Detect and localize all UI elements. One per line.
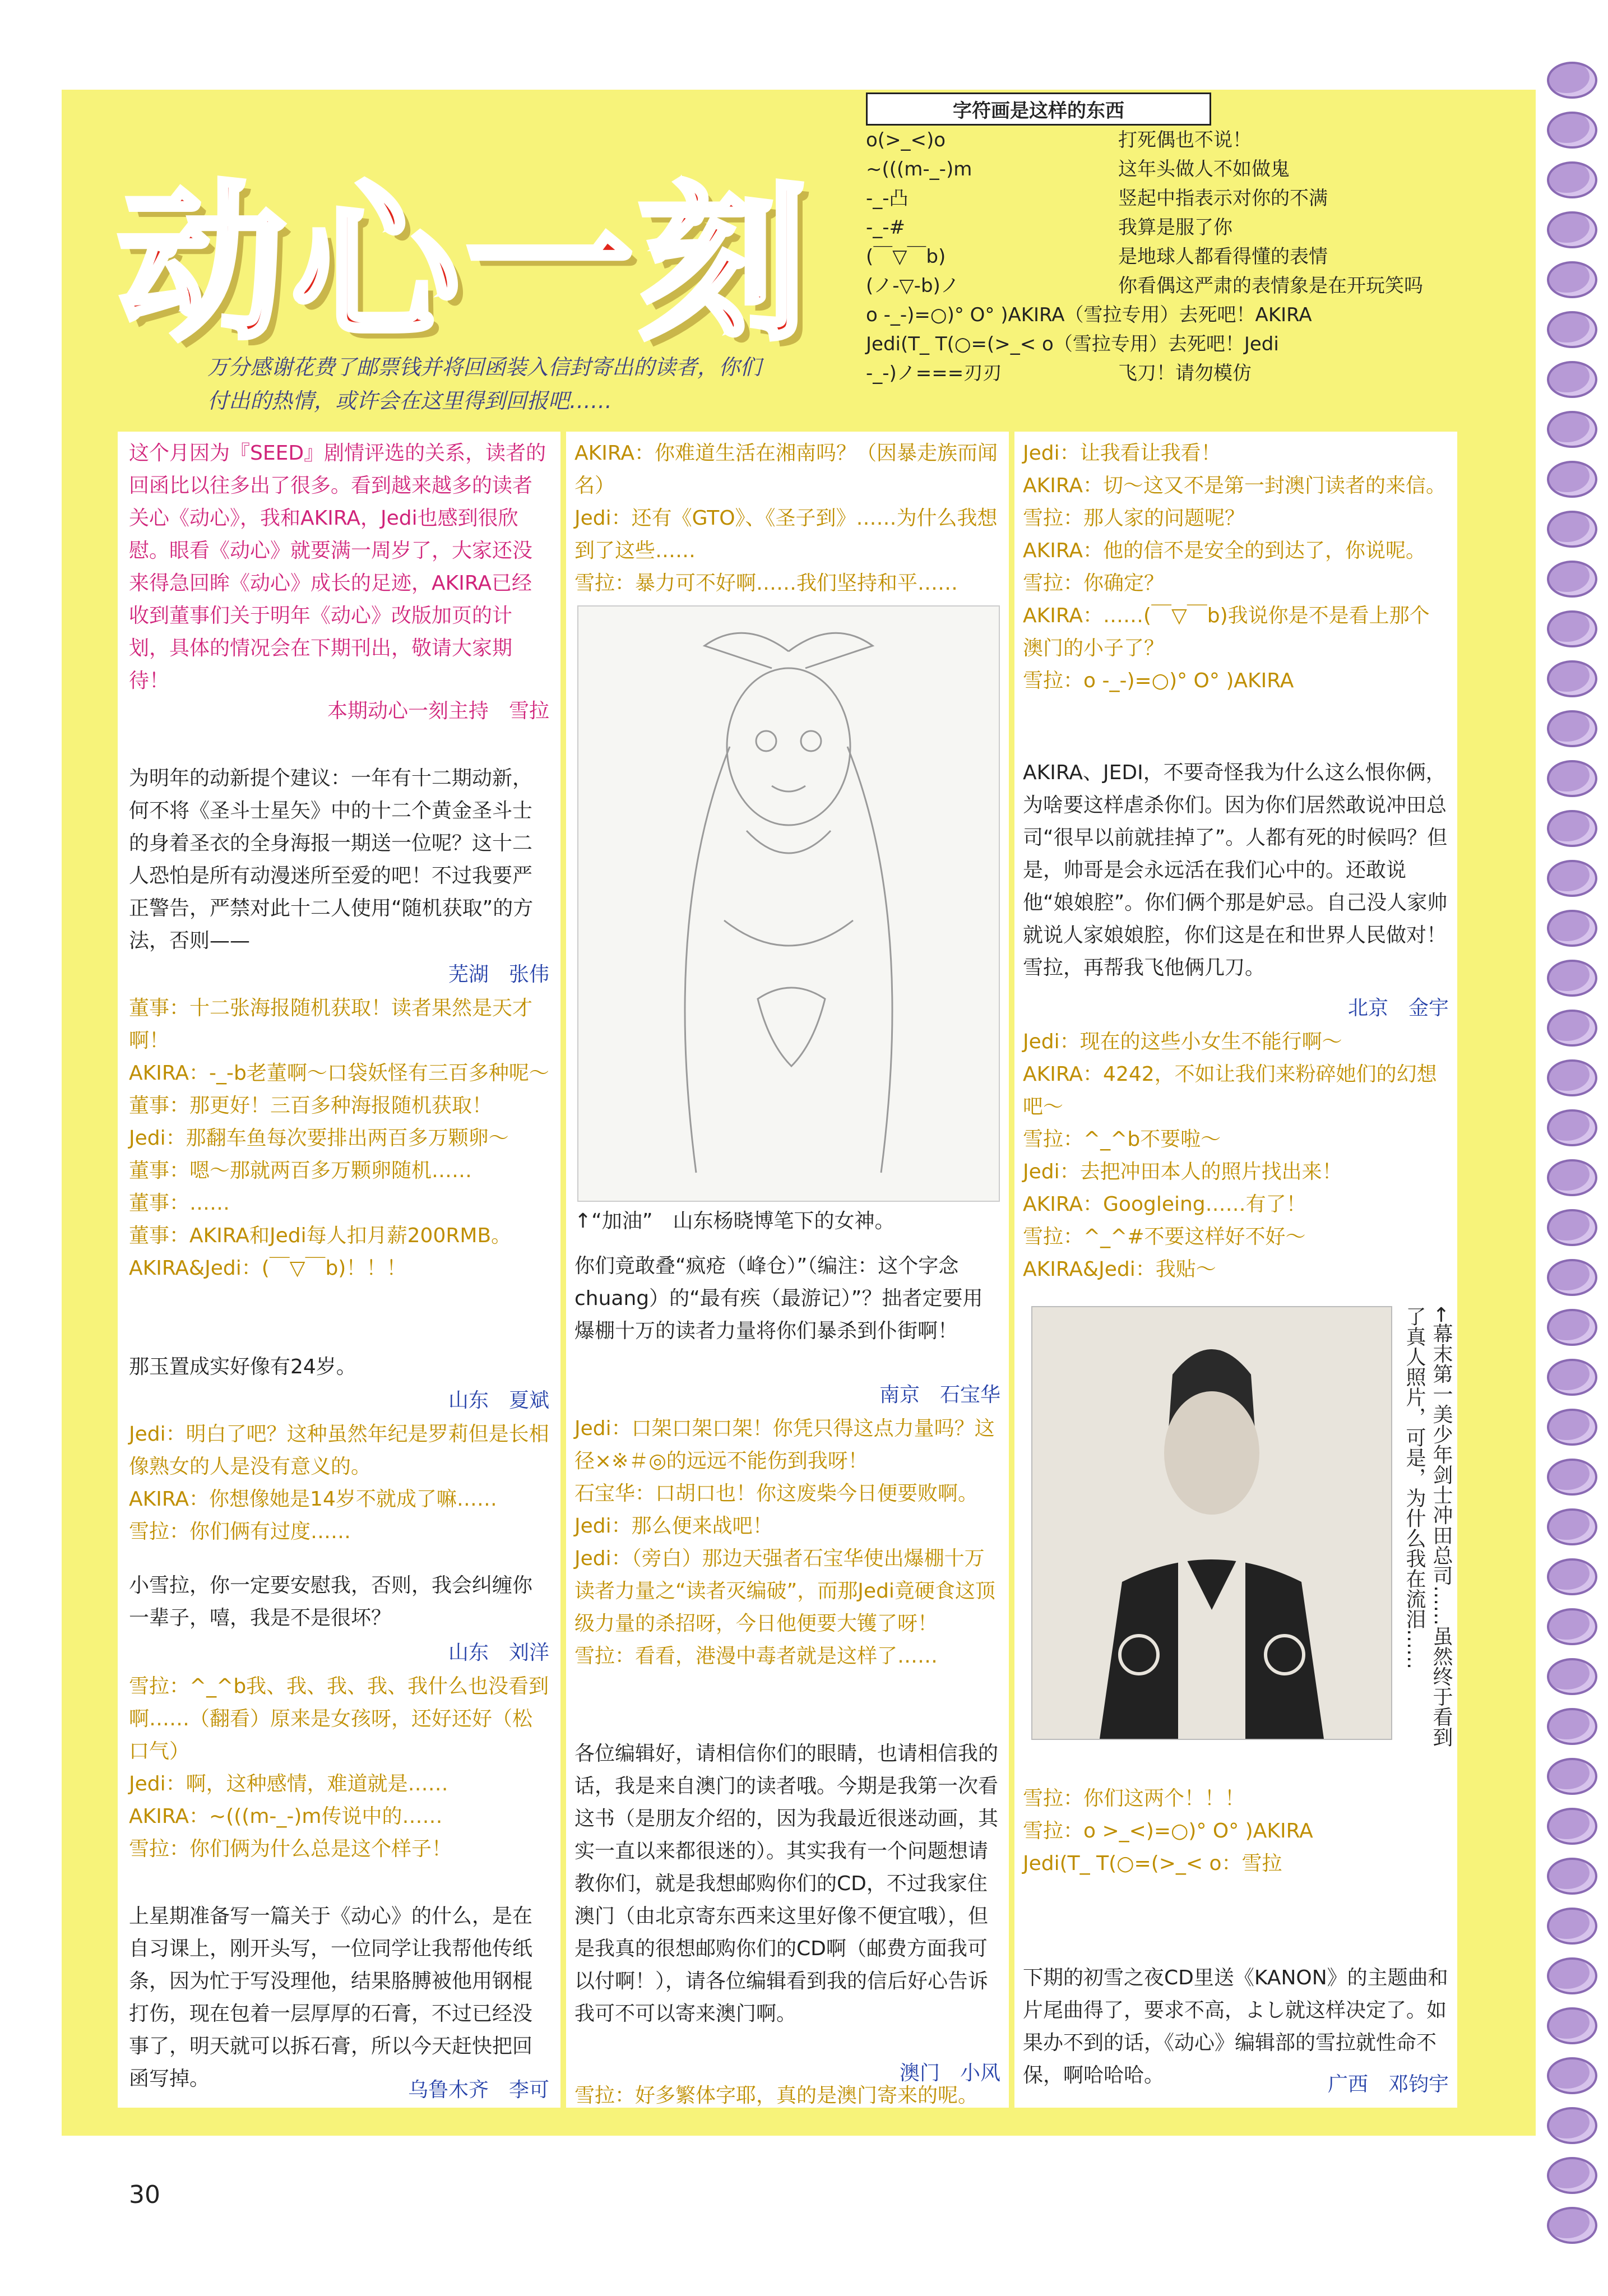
ascii-art-row: [866, 155, 1438, 184]
ascii-art-glyph: o -_-)=○)° O° )AKIRA（雪拉专用）去死吧！AKIRA: [866, 304, 1312, 326]
ascii-art-glyph: ~(((m-_-)m: [866, 158, 972, 180]
binding-ring: [1547, 2157, 1597, 2194]
binding-ring: [1547, 1558, 1597, 1595]
binding-ring: [1547, 1708, 1597, 1745]
binding-ring: [1547, 1908, 1597, 1945]
page-title: 动心一刻: [118, 164, 813, 362]
binding-ring: [1547, 311, 1597, 348]
letter-5: 你们竟敢叠“疯疮（峰仓）”（编注：这个字念chuang）的“最有疾（最游记）”？拙者定要用爆棚十万的读者力量将你们暴杀到仆街啊！: [574, 1255, 983, 1343]
ascii-art-meaning: 飞刀！请勿模仿: [1118, 362, 1252, 385]
binding-ring: [1547, 2057, 1597, 2094]
letter-4: 上星期准备写一篇关于《动心》的什么，是在自习课上，刚开头写，一位同学让我帮他传纸条，因为忙于写没理他，结果胳膊被他用钢棍打伤，现在包着一层厚厚的石膏，不过已经没事了，明天就可以拆石膏，所以今天赶快把回函写掉。: [129, 1905, 533, 2090]
binding-ring: [1547, 2007, 1597, 2044]
binding-ring: [1547, 960, 1597, 997]
letter-8: 下期的初雪之夜CD里送《KANON》的主题曲和片尾曲得了，要求不高，よし就这样决定了。如果办不到的话，《动心》编辑部的雪拉就性命不保，啊哈哈哈。: [1023, 1966, 1448, 2087]
binding-ring: [1547, 211, 1597, 248]
ascii-art-heading: 字符画是这样的东西: [866, 92, 1211, 126]
binding-ring: [1547, 1109, 1597, 1146]
ascii-art-row: [866, 330, 1438, 359]
letter-6-signature: 澳门 小风: [899, 2062, 1000, 2085]
ascii-art-glyph: -_-)ノ===刃刃: [866, 362, 1002, 385]
binding-ring: [1547, 461, 1597, 498]
binding-ring: [1547, 2207, 1597, 2244]
binding-ring: [1547, 161, 1597, 198]
letter-4-signature: 乌鲁木齐 李可: [407, 2079, 549, 2101]
col2-top-reply: AKIRA：你难道生活在湘南吗？（因暴走族而闻名） Jedi：还有《GTO》、《圣子到》……为什么我想到了这些…… 雪拉：暴力可不好啊……我们坚持和平……: [574, 442, 998, 595]
ascii-art-row: [866, 184, 1438, 213]
ascii-art-row: [866, 300, 1438, 330]
binding-ring: [1547, 1658, 1597, 1695]
letter-5-reply: Jedi：口架口架口架！你凭只得这点力量吗？这径×※＃◎的远远不能伤到我呀！ 石宝华：口胡口也！你这废柴今日便要败啊。 Jedi：那么便来战吧！ Jedi：（旁白）那边天强者石宝华使出爆棚十万读者力量之“读者灭编破”，而那Jedi竟硬食这顶级力量的杀招呀，今日他便要大镬了呀！ 雪拉：看看，港漫中毒者就是这样了……: [574, 1417, 995, 1668]
binding-ring: [1547, 1359, 1597, 1396]
binding-ring: [1547, 1010, 1597, 1047]
letter-5-signature: 南京 石宝华: [879, 1383, 1000, 1406]
ascii-art-glyph: (ノ-▽-b)ノ: [866, 275, 960, 297]
ascii-art-meaning: 打死偶也不说！: [1118, 129, 1252, 151]
binding-ring: [1547, 561, 1597, 598]
ascii-art-glyph: Jedi(T_ T(○=(>_< o（雪拉专用）去死吧！Jedi: [866, 333, 1279, 355]
binding-ring: [1547, 1508, 1597, 1545]
binding-ring: [1547, 1459, 1597, 1496]
ascii-art-meaning: 这年头做人不如做鬼: [1118, 158, 1290, 180]
binding-ring: [1547, 810, 1597, 847]
column-1: [118, 432, 560, 2108]
goddess-sketch-image: [577, 605, 1000, 1202]
letter-6: 各位编辑好，请相信你们的眼睛，也请相信我的话，我是来自澳门的读者哦。今期是我第一次看这书（是朋友介绍的，因为我最近很迷动画，其实一直以来都很迷的）。其实我有一个问题想请教你们，就是我想邮购你们的CD，不过我家住澳门（由北京寄东西来这里好像不便宜哦），但是我真的很想邮购你们的CD啊（邮费方面我可以付啊！），请各位编辑看到我的信后好心告诉我可不可以寄来澳门啊。: [574, 1742, 999, 2025]
letter-1-reply: 董事：十二张海报随机获取！读者果然是天才啊！ AKIRA：-_-b老董啊～口袋妖怪有三百多种呢～ 董事：那更好！三百多种海报随机获取！ Jedi：那翻车鱼每次要排出两百多万颗卵～ 董事：嗯～那就两百多万颗卵随机…… 董事：…… 董事：AKIRA和Jedi每人扣月薪200RMB。 AKIRA&Jedi：(￣▽￣b)！！！: [129, 997, 549, 1280]
sketch-caption: ↑“加油” 山东杨晓博笔下的女神。: [574, 1210, 895, 1233]
photo-reply: 雪拉：你们这两个！！！ 雪拉：o >_<)=○)° O° )AKIRA Jedi(T_ T(○=(>_< o：雪拉: [1023, 1787, 1313, 1875]
binding-ring: [1547, 1808, 1597, 1845]
binding-ring: [1547, 1209, 1597, 1246]
letter-6-reply: 雪拉：好多繁体字耶，真的是澳门寄来的呢。: [574, 2084, 979, 2107]
binding-ring: [1547, 1159, 1597, 1196]
ascii-art-box: [866, 92, 1438, 423]
binding-ring: [1547, 411, 1597, 448]
binding-ring: [1547, 2107, 1597, 2144]
letter-7-reply: Jedi：现在的这些小女生不能行啊～ AKIRA：4242，不如让我们来粉碎她们的幻想吧～ 雪拉：^_^b不要啦～ Jedi：去把冲田本人的照片找出来！ AKIRA：Googleing……有了！ 雪拉：^_^#不要这样好不好～ AKIRA&Jedi：我贴～: [1023, 1030, 1437, 1281]
ascii-art-glyph: (￣▽￣b): [866, 246, 946, 268]
binding-ring: [1547, 860, 1597, 897]
intro-text: 万分感谢花费了邮票钱并将回函装入信封寄出的读者，你们付出的热情，或许会在这里得到回报吧……: [207, 355, 762, 413]
okita-souji-photo: [1031, 1306, 1392, 1740]
letter-3-reply: 雪拉：^_^b我、我、我、我、我什么也没看到啊……（翻看）原来是女孩呀，还好还好（松口气） Jedi：啊，这种感情，难道就是…… AKIRA：~(((m-_-)m传说中的…… 雪拉：你们俩为什么总是这个样子！: [129, 1675, 549, 1860]
letter-2: 那玉置成实好像有24岁。: [129, 1355, 356, 1378]
ascii-art-glyph: o(>_<)o: [866, 129, 946, 151]
letter-2-reply: Jedi：明白了吧？这种虽然年纪是罗莉但是长相像熟女的人是没有意义的。 AKIRA：你想像她是14岁不就成了嘛…… 雪拉：你们俩有过度……: [129, 1423, 549, 1543]
ascii-art-row: [866, 242, 1438, 271]
binding-ring: [1547, 760, 1597, 797]
ascii-art-meaning: 我算是服了你: [1118, 216, 1232, 239]
spiral-binding: [1536, 62, 1603, 2259]
ascii-art-meaning: 是地球人都看得懂的表情: [1118, 246, 1328, 268]
ascii-art-row: [866, 213, 1438, 242]
letter-1: 为明年的动新提个建议：一年有十二期动新，何不将《圣斗士星矢》中的十二个黄金圣斗士的身着圣衣的全身海报一期送一位呢？这十二人恐怕是所有动漫迷所至爱的吧！不过我要严正警告，严禁对此十二人使用“随机获取”的方法，否则——: [129, 767, 534, 952]
letter-1-signature: 芜湖 张伟: [448, 963, 549, 986]
ascii-art-glyph: -_-#: [866, 216, 906, 239]
ascii-art-meaning: 你看偶这严肃的表情象是在开玩笑吗: [1118, 275, 1423, 297]
ascii-art-glyph: -_-凸: [866, 187, 909, 210]
photo-caption: ←幕末第一美少年剑士冲田总司……虽然终于看到了真人照片，可是，为什么我在流泪……: [1403, 1306, 1453, 1747]
binding-ring: [1547, 1259, 1597, 1296]
binding-ring: [1547, 112, 1597, 149]
binding-ring: [1547, 361, 1597, 398]
letter-2-signature: 山东 夏斌: [448, 1389, 549, 1412]
host-signature: 本期动心一刻主持 雪拉: [327, 700, 549, 723]
column-3: [1014, 432, 1457, 2108]
ascii-art-row: [866, 359, 1438, 388]
page-number: 30: [129, 2181, 160, 2209]
binding-ring: [1547, 62, 1597, 99]
binding-ring: [1547, 1957, 1597, 1994]
letter-7: AKIRA、JEDI，不要奇怪我为什么这么恨你俩，为啥要这样虐杀你们。因为你们居然敢说冲田总司“很早以前就挂掉了”。人都有死的时候吗？但是，帅哥是会永远活在我们心中的。还敢说他“娘娘腔”。你们俩个那是妒忌。自己没人家帅就说人家娘娘腔，你们这是在和世界人民做对！雪拉，再帮我飞他俩几刀。: [1023, 761, 1448, 979]
binding-ring: [1547, 1059, 1597, 1096]
binding-ring: [1547, 710, 1597, 747]
binding-ring: [1547, 261, 1597, 298]
binding-ring: [1547, 511, 1597, 548]
binding-ring: [1547, 1758, 1597, 1795]
binding-ring: [1547, 910, 1597, 947]
binding-ring: [1547, 1608, 1597, 1645]
letter-3: 小雪拉，你一定要安慰我，否则，我会纠缠你一辈子，嘻，我是不是很坏？: [129, 1574, 533, 1630]
ascii-art-meaning: 竖起中指表示对你的不满: [1118, 187, 1328, 210]
binding-ring: [1547, 1858, 1597, 1895]
binding-ring: [1547, 610, 1597, 647]
ascii-art-row: [866, 271, 1438, 300]
letter-8-signature: 广西 邓钧宇: [1327, 2073, 1449, 2096]
binding-ring: [1547, 1309, 1597, 1346]
letter-7-signature: 北京 金宇: [1347, 997, 1449, 1020]
binding-ring: [1547, 660, 1597, 697]
ascii-art-row: [866, 126, 1438, 155]
col3-top-reply: Jedi：让我看让我看！ AKIRA：切～这又不是第一封澳门读者的来信。 雪拉：那人家的问题呢？ AKIRA：他的信不是安全的到达了，你说呢。 雪拉：你确定？ AKIRA：……(￣▽￣b)我说你是不是看上那个澳门的小子了？ 雪拉：o -_-)=○)° O° )AKIRA: [1023, 442, 1447, 692]
binding-ring: [1547, 1409, 1597, 1446]
host-intro: 这个月因为『SEED』剧情评选的关系，读者的回函比以往多出了很多。看到越来越多的读者关心《动心》，我和AKIRA，Jedi也感到很欣慰。眼看《动心》就要满一周岁了，大家还没来得急回眸《动心》成长的足迹，AKIRA已经收到董事们关于明年《动心》改版加页的计划，具体的情况会在下期刊出，敬请大家期待！: [129, 442, 546, 692]
letter-3-signature: 山东 刘洋: [448, 1641, 549, 1664]
